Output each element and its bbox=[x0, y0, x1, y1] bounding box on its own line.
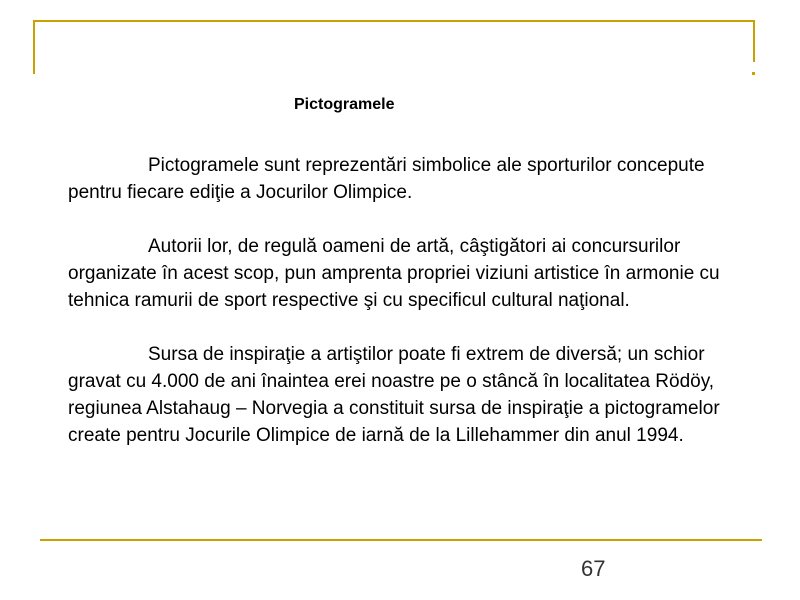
slide-title: Pictogramele bbox=[294, 96, 395, 113]
page-number: 67 bbox=[581, 556, 606, 581]
slide-body bbox=[68, 152, 748, 449]
paragraph-inspiration: Sursa de inspiraţie a artiştilor poate fi extrem de diversă; un schior gravat cu 4.000 de ani înaintea erei noastre pe o stâncă în localitatea Rödöy, regiunea Alstahaug – Norvegia a constituit sursa de inspiraţie a pictogramelor create pentru Jocurile Olimpice de iarnă de la Lillehammer din anul 1994. bbox=[68, 344, 720, 446]
frame-right-line bbox=[753, 20, 755, 62]
frame-bottom-line bbox=[40, 539, 762, 541]
paragraph-authors: Autorii lor, de regulă oameni de artă, câştigători ai concursurilor organizate în acest scop, pun amprenta propriei viziuni artistice în armonie cu tehnica ramurii de sport respective şi cu specificul cultural naţional. bbox=[68, 236, 720, 311]
paragraph-definition: Pictogramele sunt reprezentări simbolice ale sporturilor concepute pentru fiecare ediţie a Jocurilor Olimpice. bbox=[68, 155, 705, 203]
frame-top-line bbox=[33, 20, 755, 22]
frame-corner-dot bbox=[752, 72, 755, 75]
frame-left-line bbox=[33, 20, 35, 74]
